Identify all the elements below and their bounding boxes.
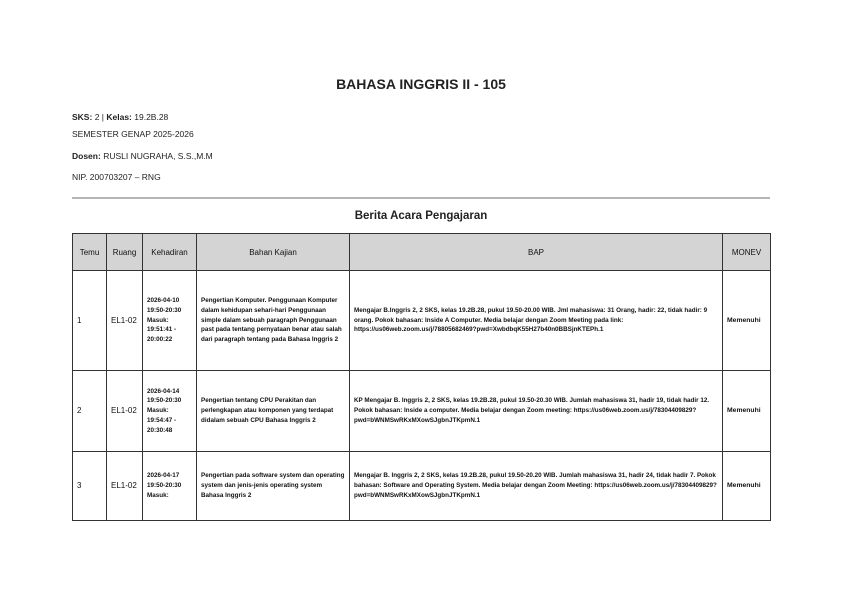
kehadiran-cell: 2026-04-14 19:50-20:30 Masuk: 19:54:47 - 20:30:48 [143, 371, 197, 452]
kelas-value: 19.2B.28 [134, 112, 169, 122]
bap-cell: Mengajar B. Inggris 2, 2 SKS, kelas 19.2B.28, pukul 19.50-20.20 WIB. Jumlah mahasiswa 31, hadir 24, tidak hadir 7. Pokok bahasan: Software and Operating System. Media belajar dengan Zoom Meeting: https://us06web.zoom.us/j/78304409829?pwd=bWNMSwRKxMXowSJgbnJTKpmN.1 [350, 452, 723, 521]
bahan-kajian-cell: Pengertian Komputer. Penggunaan Komputer dalam kehidupan sehari-hari Penggunaan simple dalam sebuah paragraph Penggunaan past pada tentang pernyataan benar atau salah dari paragraph tentang pada Bahasa Inggris 2 [197, 271, 350, 371]
semester-line: SEMESTER GENAP 2025-2026 [72, 129, 194, 139]
dosen-line [72, 151, 213, 161]
table-row [73, 452, 771, 521]
temu-cell: 1 [73, 271, 107, 371]
bahan-kajian-cell: Pengertian pada software system dan operating system dan jenis-jenis operating system Bahasa Inggris 2 [197, 452, 350, 521]
table-header-row [73, 234, 771, 271]
dosen-label: Dosen: [72, 151, 101, 161]
sks-label: SKS: [72, 112, 93, 122]
header-bahan-kajian: Bahan Kajian [197, 234, 350, 271]
header-ruang: Ruang [107, 234, 143, 271]
table-row [73, 371, 771, 452]
ruang-cell: EL1-02 [107, 271, 143, 371]
header-kehadiran: Kehadiran [143, 234, 197, 271]
monev-cell: Memenuhi [723, 371, 771, 452]
temu-cell: 3 [73, 452, 107, 521]
bap-cell: Mengajar B.Inggris 2, 2 SKS, kelas 19.2B.28, pukul 19.50-20.00 WIB. Jml mahasiswa: 31 Orang, hadir: 22, tidak hadir: 9 orang. Pokok bahasan: Inside A Computer. Media belajar dengan Zoom Meeting pada link: https://us06web.zoom.us/j/78805682469?pwd=XwbdbqK55H27b40n0BBSjnKTEPh.1 [350, 271, 723, 371]
temu-cell: 2 [73, 371, 107, 452]
divider [72, 197, 770, 199]
header-temu: Temu [73, 234, 107, 271]
sks-kelas-line [72, 112, 168, 122]
page-title: BAHASA INGGRIS II - 105 [336, 76, 506, 92]
section-title: Berita Acara Pengajaran [354, 210, 488, 222]
bap-cell: KP Mengajar B. Inggris 2, 2 SKS, kelas 19.2B.28, pukul 19.50-20.30 WIB. Jumlah mahasiswa 31, hadir 19, tidak hadir 12. Pokok bahasan: Inside a computer. Media belajar dengan Zoom meeting: https://us06web.zoom.us/j/78304409829?pwd=bWNMSwRKxMXowSJgbnJTKpmN.1 [350, 371, 723, 452]
header-monev: MONEV [723, 234, 771, 271]
nip-line: NIP. 200703207 – RNG [72, 172, 161, 182]
header-bap: BAP [350, 234, 723, 271]
monev-cell: Memenuhi [723, 271, 771, 371]
bap-table [72, 233, 771, 521]
table-row [73, 271, 771, 371]
sks-value: 2 | [94, 112, 104, 122]
ruang-cell: EL1-02 [107, 371, 143, 452]
kehadiran-cell: 2026-04-17 19:50-20:30 Masuk: [143, 452, 197, 521]
monev-cell: Memenuhi [723, 452, 771, 521]
bahan-kajian-cell: Pengertian tentang CPU Perakitan dan perlengkapan atau komponen yang terdapat didalam sebuah CPU Bahasa Inggris 2 [197, 371, 350, 452]
kehadiran-cell: 2026-04-10 19:50-20:30 Masuk: 19:51:41 - 20:00:22 [143, 271, 197, 371]
dosen-value: RUSLI NUGRAHA, S.S.,M.M [103, 151, 213, 161]
ruang-cell: EL1-02 [107, 452, 143, 521]
kelas-label: Kelas: [106, 112, 132, 122]
